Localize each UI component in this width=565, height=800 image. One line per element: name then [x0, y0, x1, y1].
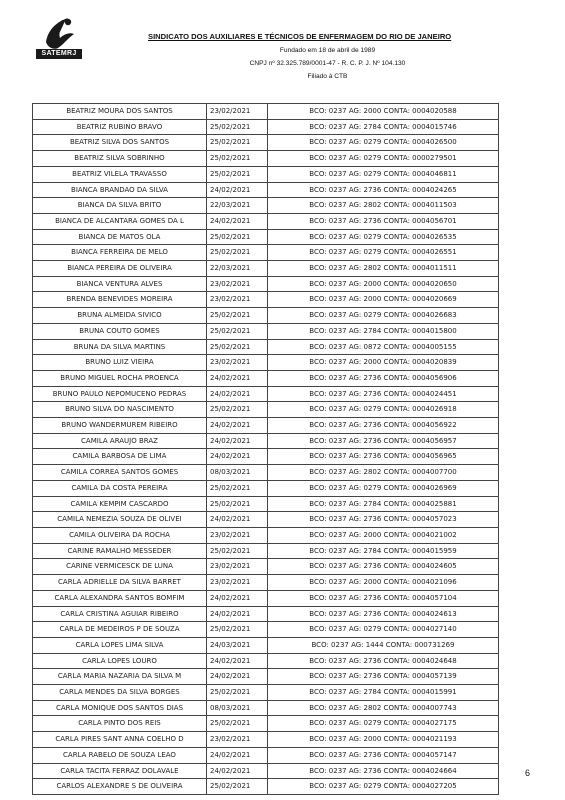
- table-row: [33, 166, 499, 182]
- member-name-cell: BEATRIZ SILVA DOS SANTOS: [33, 135, 207, 151]
- bank-account-cell: BCO: 0237 AG: 2736 CONTA: 0004056957: [268, 433, 499, 449]
- table-row: [33, 606, 499, 622]
- date-cell: 24/02/2021: [207, 512, 268, 528]
- cnpj-line: CNPJ nº 32.325.789/0001-47 - R. C. P. J. Nº 104.130: [249, 60, 406, 67]
- table-row: [33, 323, 499, 339]
- member-name-cell: CAMILA DA COSTA PEREIRA: [33, 480, 207, 496]
- date-cell: 23/02/2021: [207, 104, 268, 120]
- date-cell: 24/02/2021: [207, 590, 268, 606]
- bank-account-cell: BCO: 0237 AG: 0279 CONTA: 0004026535: [268, 229, 499, 245]
- date-cell: 23/02/2021: [207, 732, 268, 748]
- table-row: [33, 261, 499, 277]
- member-name-cell: CAMILA CORREA SANTOS GOMES: [33, 465, 207, 481]
- table-row: [33, 685, 499, 701]
- bank-account-cell: BCO: 0237 AG: 2000 CONTA: 0004021193: [268, 732, 499, 748]
- table-row: [33, 669, 499, 685]
- member-name-cell: CARLA MONIQUE DOS SANTOS DIAS: [33, 700, 207, 716]
- bank-account-cell: BCO: 0237 AG: 2736 CONTA: 0004057139: [268, 669, 499, 685]
- date-cell: 24/02/2021: [207, 669, 268, 685]
- date-cell: 24/02/2021: [207, 449, 268, 465]
- member-name-cell: CARLOS ALEXANDRE S DE OLIVEIRA: [33, 779, 207, 795]
- date-cell: 25/02/2021: [207, 151, 268, 167]
- member-name-cell: BEATRIZ SILVA SOBRINHO: [33, 151, 207, 167]
- member-name-cell: BRUNO SILVA DO NASCIMENTO: [33, 402, 207, 418]
- table-row: [33, 355, 499, 371]
- date-cell: 23/02/2021: [207, 527, 268, 543]
- date-cell: 24/02/2021: [207, 418, 268, 434]
- member-name-cell: BRUNO LUIZ VIEIRA: [33, 355, 207, 371]
- member-name-cell: CARLA LOPES LIMA SILVA: [33, 637, 207, 653]
- bank-account-cell: BCO: 0237 AG: 2736 CONTA: 0004056906: [268, 370, 499, 386]
- member-name-cell: BIANCA PEREIRA DE OLIVEIRA: [33, 261, 207, 277]
- founded-line: Fundado em 18 de abril de 1989: [279, 47, 376, 54]
- table-row: [33, 276, 499, 292]
- table-row: [33, 747, 499, 763]
- bank-account-cell: BCO: 0237 AG: 2736 CONTA: 0004057104: [268, 590, 499, 606]
- date-cell: 24/02/2021: [207, 763, 268, 779]
- bank-account-cell: BCO: 0237 AG: 2736 CONTA: 0004056965: [268, 449, 499, 465]
- member-name-cell: BRENDA BENEVIDES MOREIRA: [33, 292, 207, 308]
- member-name-cell: BIANCA DE ALCANTARA GOMES DA L: [33, 213, 207, 229]
- bank-account-cell: BCO: 0237 AG: 2802 CONTA: 0004007743: [268, 700, 499, 716]
- member-name-cell: BIANCA VENTURA ALVES: [33, 276, 207, 292]
- table-row: [33, 418, 499, 434]
- member-name-cell: CAMILA NEMEZIA SOUZA DE OLIVEI: [33, 512, 207, 528]
- table-row: [33, 527, 499, 543]
- date-cell: 23/02/2021: [207, 559, 268, 575]
- date-cell: 25/02/2021: [207, 119, 268, 135]
- bank-account-cell: BCO: 0237 AG: 2736 CONTA: 0004056922: [268, 418, 499, 434]
- bank-account-cell: BCO: 0237 AG: 2736 CONTA: 0004057147: [268, 747, 499, 763]
- date-cell: 23/02/2021: [207, 276, 268, 292]
- table-row: [33, 339, 499, 355]
- member-name-cell: CARLA PINTO DOS REIS: [33, 716, 207, 732]
- date-cell: 25/02/2021: [207, 622, 268, 638]
- bank-account-cell: BCO: 0237 AG: 2784 CONTA: 0004015800: [268, 323, 499, 339]
- member-name-cell: BIANCA FERREIRA DE MELO: [33, 245, 207, 261]
- table-row: [33, 229, 499, 245]
- date-cell: 25/02/2021: [207, 229, 268, 245]
- table-row: [33, 135, 499, 151]
- member-name-cell: BEATRIZ MOURA DOS SANTOS: [33, 104, 207, 120]
- date-cell: 24/02/2021: [207, 386, 268, 402]
- table-row: [33, 465, 499, 481]
- member-name-cell: BRUNO WANDERMUREM RIBEIRO: [33, 418, 207, 434]
- table-row: [33, 449, 499, 465]
- member-name-cell: BEATRIZ RUBINO BRAVO: [33, 119, 207, 135]
- table-row: [33, 119, 499, 135]
- member-name-cell: CARLA ADRIELLE DA SILVA BARRET: [33, 575, 207, 591]
- member-name-cell: CARLA DE MEDEIROS P DE SOUZA: [33, 622, 207, 638]
- bank-account-cell: BCO: 0237 AG: 2784 CONTA: 0004015991: [268, 685, 499, 701]
- bank-account-cell: BCO: 0237 AG: 2784 CONTA: 0004015746: [268, 119, 499, 135]
- table-row: [33, 590, 499, 606]
- member-name-cell: CARLA TACITA FERRAZ DOLAVALE: [33, 763, 207, 779]
- table-row: [33, 104, 499, 120]
- date-cell: 25/02/2021: [207, 135, 268, 151]
- member-name-cell: BIANCA DA SILVA BRITO: [33, 198, 207, 214]
- date-cell: 25/02/2021: [207, 339, 268, 355]
- table-row: [33, 700, 499, 716]
- member-name-cell: CARLA RABELO DE SOUZA LEAO: [33, 747, 207, 763]
- member-name-cell: BRUNO PAULO NEPOMUCENO PEDRAS: [33, 386, 207, 402]
- table-row: [33, 763, 499, 779]
- table-row: [33, 433, 499, 449]
- member-name-cell: CARINE RAMALHO MESSEDER: [33, 543, 207, 559]
- date-cell: 08/03/2021: [207, 700, 268, 716]
- table-row: [33, 622, 499, 638]
- member-name-cell: CARLA ALEXANDRA SANTOS BOMFIM: [33, 590, 207, 606]
- bank-account-cell: BCO: 0237 AG: 2736 CONTA: 0004024265: [268, 182, 499, 198]
- date-cell: 25/02/2021: [207, 685, 268, 701]
- table-row: [33, 245, 499, 261]
- table-row: [33, 386, 499, 402]
- bank-account-cell: BCO: 0237 AG: 0279 CONTA: 0004026551: [268, 245, 499, 261]
- bank-account-cell: BCO: 0237 AG: 2000 CONTA: 0004020588: [268, 104, 499, 120]
- date-cell: 24/03/2021: [207, 637, 268, 653]
- date-cell: 25/02/2021: [207, 402, 268, 418]
- bank-account-cell: BCO: 0237 AG: 0279 CONTA: 0004026500: [268, 135, 499, 151]
- bank-account-cell: BCO: 0237 AG: 0279 CONTA: 0004026918: [268, 402, 499, 418]
- table-row: [33, 512, 499, 528]
- member-name-cell: CAMILA BARBOSA DE LIMA: [33, 449, 207, 465]
- date-cell: 25/02/2021: [207, 245, 268, 261]
- date-cell: 24/02/2021: [207, 182, 268, 198]
- bank-account-cell: BCO: 0237 AG: 2802 CONTA: 0004007700: [268, 465, 499, 481]
- date-cell: 25/02/2021: [207, 166, 268, 182]
- date-cell: 24/02/2021: [207, 433, 268, 449]
- table-row: [33, 213, 499, 229]
- bank-account-cell: BCO: 0237 AG: 2000 CONTA: 0004020839: [268, 355, 499, 371]
- table-row: [33, 480, 499, 496]
- member-name-cell: CARLA LOPES LOURO: [33, 653, 207, 669]
- member-name-cell: BIANCA DE MATOS OLA: [33, 229, 207, 245]
- date-cell: 23/02/2021: [207, 355, 268, 371]
- table-row: [33, 559, 499, 575]
- member-payment-table: [32, 103, 499, 795]
- date-cell: 23/02/2021: [207, 292, 268, 308]
- table-row: [33, 637, 499, 653]
- date-cell: 23/02/2021: [207, 575, 268, 591]
- date-cell: 25/02/2021: [207, 323, 268, 339]
- table-row: [33, 198, 499, 214]
- table-row: [33, 151, 499, 167]
- bank-account-cell: BCO: 0237 AG: 2736 CONTA: 0004024664: [268, 763, 499, 779]
- member-name-cell: CARLA MENDES DA SILVA BORGES: [33, 685, 207, 701]
- bank-account-cell: BCO: 0237 AG: 2000 CONTA: 0004020650: [268, 276, 499, 292]
- date-cell: 22/03/2021: [207, 261, 268, 277]
- table-row: [33, 182, 499, 198]
- table-row: [33, 402, 499, 418]
- member-name-cell: BIANCA BRANDAO DA SILVA: [33, 182, 207, 198]
- date-cell: 25/02/2021: [207, 496, 268, 512]
- bank-account-cell: BCO: 0237 AG: 2736 CONTA: 0004024613: [268, 606, 499, 622]
- table-row: [33, 308, 499, 324]
- date-cell: 22/03/2021: [207, 198, 268, 214]
- table-row: [33, 716, 499, 732]
- bank-account-cell: BCO: 0237 AG: 0279 CONTA: 0000279501: [268, 151, 499, 167]
- member-name-cell: CAMILA KEMPIM CASCARDO: [33, 496, 207, 512]
- date-cell: 24/02/2021: [207, 747, 268, 763]
- bank-account-cell: BCO: 0237 AG: 2784 CONTA: 0004015959: [268, 543, 499, 559]
- member-name-cell: BRUNA DA SILVA MARTINS: [33, 339, 207, 355]
- bank-account-cell: BCO: 0237 AG: 2736 CONTA: 0004024648: [268, 653, 499, 669]
- member-name-cell: CARLA CRISTINA AGUIAR RIBEIRO: [33, 606, 207, 622]
- member-name-cell: CAMILA ARAUJO BRAZ: [33, 433, 207, 449]
- bank-account-cell: BCO: 0237 AG: 2784 CONTA: 0004025881: [268, 496, 499, 512]
- bank-account-cell: BCO: 0237 AG: 0279 CONTA: 0004046811: [268, 166, 499, 182]
- bank-account-cell: BCO: 0237 AG: 0279 CONTA: 0004027140: [268, 622, 499, 638]
- logo-text: SATEMRJ: [36, 49, 82, 59]
- bank-account-cell: BCO: 0237 AG: 2802 CONTA: 0004011511: [268, 261, 499, 277]
- bank-account-cell: BCO: 0237 AG: 0872 CONTA: 0004005155: [268, 339, 499, 355]
- date-cell: 25/02/2021: [207, 779, 268, 795]
- table-row: [33, 575, 499, 591]
- bank-account-cell: BCO: 0237 AG: 0279 CONTA: 0004026969: [268, 480, 499, 496]
- table-row: [33, 653, 499, 669]
- date-cell: 08/03/2021: [207, 465, 268, 481]
- date-cell: 24/02/2021: [207, 213, 268, 229]
- affiliation-line: Filiado à CTB: [307, 73, 348, 80]
- bank-account-cell: BCO: 0237 AG: 2736 CONTA: 0004056701: [268, 213, 499, 229]
- date-cell: 24/02/2021: [207, 370, 268, 386]
- bank-account-cell: BCO: 0237 AG: 2000 CONTA: 0004020669: [268, 292, 499, 308]
- member-name-cell: CARLA PIRES SANT ANNA COELHO D: [33, 732, 207, 748]
- bank-account-cell: BCO: 0237 AG: 2736 CONTA: 0004057023: [268, 512, 499, 528]
- member-name-cell: CARLA MARIA NAZARIA DA SILVA M: [33, 669, 207, 685]
- date-cell: 25/02/2021: [207, 543, 268, 559]
- table-row: [33, 543, 499, 559]
- date-cell: 24/02/2021: [207, 653, 268, 669]
- bank-account-cell: BCO: 0237 AG: 2736 CONTA: 0004024605: [268, 559, 499, 575]
- table-row: [33, 370, 499, 386]
- member-name-cell: CAMILA OLIVEIRA DA ROCHA: [33, 527, 207, 543]
- letterhead: [0, 0, 565, 90]
- table-row: [33, 496, 499, 512]
- table-row: [33, 732, 499, 748]
- bank-account-cell: BCO: 0237 AG: 2736 CONTA: 0004024451: [268, 386, 499, 402]
- member-name-cell: BEATRIZ VILELA TRAVASSO: [33, 166, 207, 182]
- date-cell: 25/02/2021: [207, 308, 268, 324]
- page-number: 6: [525, 768, 531, 778]
- bank-account-cell: BCO: 0237 AG: 0279 CONTA: 0004027205: [268, 779, 499, 795]
- bank-account-cell: BCO: 0237 AG: 2000 CONTA: 0004021002: [268, 527, 499, 543]
- bank-account-cell: BCO: 0237 AG: 0279 CONTA: 0004027175: [268, 716, 499, 732]
- member-name-cell: BRUNA ALMEIDA SIVICO: [33, 308, 207, 324]
- bank-account-cell: BCO: 0237 AG: 2000 CONTA: 0004021096: [268, 575, 499, 591]
- member-name-cell: BRUNO MIGUEL ROCHA PROENCA: [33, 370, 207, 386]
- member-name-cell: CARINE VERMICESCK DE LUNA: [33, 559, 207, 575]
- date-cell: 25/02/2021: [207, 716, 268, 732]
- bank-account-cell: BCO: 0237 AG: 1444 CONTA: 000731269: [268, 637, 499, 653]
- date-cell: 24/02/2021: [207, 606, 268, 622]
- table-row: [33, 292, 499, 308]
- date-cell: 25/02/2021: [207, 480, 268, 496]
- bank-account-cell: BCO: 0237 AG: 2802 CONTA: 0004011503: [268, 198, 499, 214]
- table-row: [33, 779, 499, 795]
- organization-title: SINDICATO DOS AUXILIARES E TÉCNICOS DE ENFERMAGEM DO RIO DE JANEIRO: [148, 32, 452, 41]
- member-name-cell: BRUNA COUTO GOMES: [33, 323, 207, 339]
- bank-account-cell: BCO: 0237 AG: 0279 CONTA: 0004026683: [268, 308, 499, 324]
